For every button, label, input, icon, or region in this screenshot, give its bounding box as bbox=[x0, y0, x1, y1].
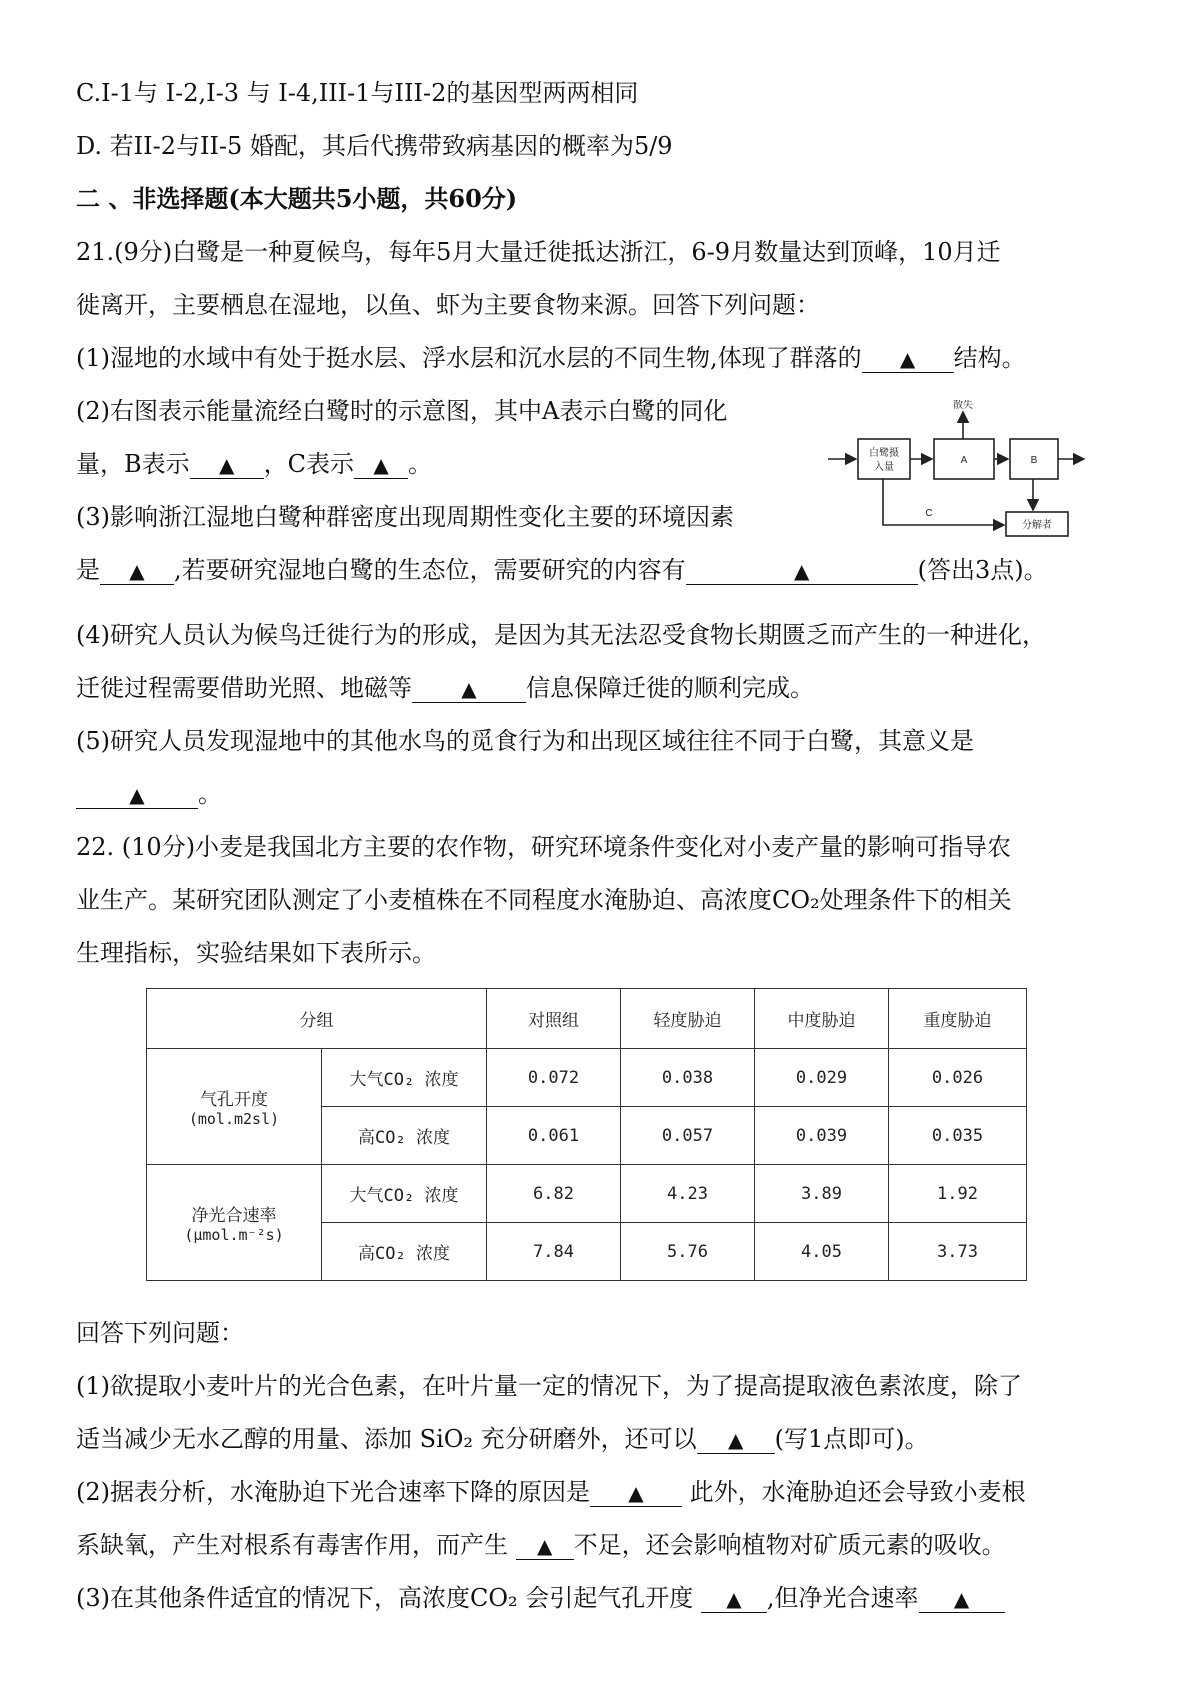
q22-p3-text-a: (3)在其他条件适宜的情况下，高浓度CO₂ 会引起气孔开度 bbox=[76, 1584, 701, 1612]
table-row bbox=[147, 1165, 1027, 1223]
energy-flow-diagram bbox=[826, 400, 1106, 550]
blank-triangle-icon: ▲ bbox=[373, 453, 389, 477]
answer-blank[interactable] bbox=[919, 1585, 1005, 1613]
metric-name: 净光合速率 bbox=[191, 1206, 277, 1226]
q21-p4-text-b: 信息保障迁徙的顺利完成。 bbox=[526, 674, 814, 702]
table-row bbox=[147, 1049, 1027, 1107]
header-col: 对照组 bbox=[487, 989, 621, 1049]
value-cell: 4.05 bbox=[755, 1223, 889, 1281]
q21-part1 bbox=[76, 341, 1026, 375]
option-c: C.I-1与 I-2,I-3 与 I-4,III-1与III-2的基因型两两相同 bbox=[76, 79, 639, 107]
b-label: B bbox=[1030, 455, 1038, 466]
answer-blank[interactable] bbox=[686, 557, 918, 585]
value-cell: 4.23 bbox=[621, 1165, 755, 1223]
section-title: 二 、非选择题(本大题共5小题，共60分) bbox=[76, 184, 518, 213]
value-cell: 0.029 bbox=[755, 1049, 889, 1107]
q21-part5-line1: (5)研究人员发现湿地中的其他水鸟的觅食行为和出现区域往往不同于白鹭，其意义是 bbox=[76, 727, 974, 755]
blank-triangle-icon: ▲ bbox=[129, 783, 145, 807]
answer-blank[interactable] bbox=[590, 1479, 682, 1507]
blank-triangle-icon: ▲ bbox=[628, 1481, 644, 1505]
answer-blank[interactable] bbox=[697, 1426, 775, 1454]
q22-intro-line3: 生理指标，实验结果如下表所示。 bbox=[76, 939, 436, 967]
answer-blank[interactable] bbox=[190, 451, 264, 479]
q21-part5-line2 bbox=[76, 777, 222, 811]
value-cell: 0.061 bbox=[487, 1107, 621, 1165]
blank-triangle-icon: ▲ bbox=[953, 1587, 970, 1611]
intake-label-1: 白鹭摄 bbox=[869, 448, 899, 459]
q21-p3-text-c: (答出3点)。 bbox=[917, 556, 1048, 584]
q22-part1-line2 bbox=[76, 1422, 929, 1456]
q21-p2-text-c: 。 bbox=[408, 450, 433, 478]
intake-box bbox=[858, 439, 910, 479]
q21-intro-line2: 徙离开，主要栖息在湿地，以鱼、虾为主要食物来源。回答下列问题： bbox=[76, 291, 820, 319]
value-cell: 0.026 bbox=[889, 1049, 1027, 1107]
header-group: 分组 bbox=[147, 989, 487, 1049]
blank-triangle-icon: ▲ bbox=[793, 559, 810, 583]
results-table bbox=[146, 988, 1027, 1281]
q21-p5-tail: 。 bbox=[198, 780, 222, 808]
metric-photosynthesis bbox=[147, 1165, 322, 1281]
q22-p3-text-b: ,但净光合速率 bbox=[766, 1584, 919, 1612]
q22-p2-text-d: 不足，还会影响植物对矿质元素的吸收。 bbox=[573, 1531, 1006, 1559]
condition-cell: 大气CO₂ 浓度 bbox=[322, 1165, 487, 1223]
q22-p1-text-a: 适当减少无水乙醇的用量、添加 SiO₂ 充分研磨外，还可以 bbox=[76, 1425, 697, 1453]
condition-cell: 高CO₂ 浓度 bbox=[322, 1223, 487, 1281]
q21-part2-line2 bbox=[76, 447, 432, 481]
decomposer-label: 分解者 bbox=[1022, 520, 1052, 531]
answer-blank[interactable] bbox=[412, 675, 526, 703]
q21-part3-line2 bbox=[76, 553, 1048, 587]
metric-unit: (μmol.m⁻²s) bbox=[184, 1226, 284, 1244]
answer-blank[interactable] bbox=[862, 345, 954, 373]
metric-name: 气孔开度 bbox=[200, 1090, 268, 1110]
header-col: 重度胁迫 bbox=[889, 989, 1027, 1049]
q21-part4-line2 bbox=[76, 671, 814, 705]
blank-triangle-icon: ▲ bbox=[129, 559, 145, 583]
blank-triangle-icon: ▲ bbox=[536, 1534, 553, 1558]
q21-p2-text-a: 量，B表示 bbox=[76, 450, 190, 478]
value-cell: 0.057 bbox=[621, 1107, 755, 1165]
header-col: 中度胁迫 bbox=[755, 989, 889, 1049]
value-cell: 7.84 bbox=[487, 1223, 621, 1281]
value-cell: 0.072 bbox=[487, 1049, 621, 1107]
q22-part3-line1 bbox=[76, 1581, 1005, 1615]
option-d: D. 若II-2与II-5 婚配，其后代携带致病基因的概率为5/9 bbox=[76, 132, 673, 160]
q21-part2-line1: (2)右图表示能量流经白鹭时的示意图，其中A表示白鹭的同化 bbox=[76, 397, 728, 425]
answer-blank[interactable] bbox=[76, 781, 198, 809]
blank-triangle-icon: ▲ bbox=[218, 453, 235, 477]
answer-blank[interactable] bbox=[354, 451, 408, 479]
value-cell: 0.038 bbox=[621, 1049, 755, 1107]
q22-intro-line2: 业生产。某研究团队测定了小麦植株在不同程度水淹胁迫、高浓度CO₂处理条件下的相关 bbox=[76, 886, 1012, 914]
q21-intro-line1: 21.(9分)白鹭是一种夏候鸟，每年5月大量迁徙抵达浙江，6-9月数量达到顶峰，10月迁 bbox=[76, 238, 1001, 266]
q22-p2-text-a: (2)据表分析，水淹胁迫下光合速率下降的原因是 bbox=[76, 1478, 590, 1506]
value-cell: 6.82 bbox=[487, 1165, 621, 1223]
q21-p1-tail: 结构。 bbox=[953, 344, 1026, 372]
q22-p1-text-b: (写1点即可)。 bbox=[774, 1425, 929, 1453]
a-label: A bbox=[960, 455, 968, 466]
q22-part2-line1 bbox=[76, 1475, 1026, 1509]
q21-p4-text-a: 迁徙过程需要借助光照、地磁等 bbox=[76, 674, 412, 702]
blank-triangle-icon: ▲ bbox=[726, 1587, 742, 1611]
condition-cell: 大气CO₂ 浓度 bbox=[322, 1049, 487, 1107]
loss-label: 散失 bbox=[953, 400, 973, 411]
value-cell: 3.73 bbox=[889, 1223, 1027, 1281]
q21-part3-line1: (3)影响浙江湿地白鹭种群密度出现周期性变化主要的环境因素 bbox=[76, 503, 734, 531]
q21-part4-line1: (4)研究人员认为候鸟迁徙行为的形成，是因为其无法忍受食物长期匮乏而产生的一种进化， bbox=[76, 621, 1046, 649]
blank-triangle-icon: ▲ bbox=[461, 677, 477, 701]
q21-p1-text: (1)湿地的水域中有处于挺水层、浮水层和沉水层的不同生物,体现了群落的 bbox=[76, 344, 862, 372]
blank-triangle-icon: ▲ bbox=[727, 1428, 744, 1452]
c-label: C bbox=[925, 508, 933, 519]
condition-cell: 高CO₂ 浓度 bbox=[322, 1107, 487, 1165]
metric-unit: (mol.m2sl) bbox=[188, 1110, 280, 1128]
value-cell: 0.035 bbox=[889, 1107, 1027, 1165]
value-cell: 3.89 bbox=[755, 1165, 889, 1223]
q21-p2-text-b: ，C表示 bbox=[263, 450, 355, 478]
metric-stomatal bbox=[147, 1049, 322, 1165]
q22-prompt: 回答下列问题： bbox=[76, 1319, 244, 1347]
q21-p3-text-a: 是 bbox=[76, 556, 100, 584]
q22-part2-line2 bbox=[76, 1528, 1006, 1562]
answer-blank[interactable] bbox=[701, 1585, 767, 1613]
q22-intro-line1: 22. (10分)小麦是我国北方主要的农作物，研究环境条件变化对小麦产量的影响可指导农 bbox=[76, 833, 1012, 861]
table-header-row bbox=[147, 989, 1027, 1049]
q22-p2-text-b: 此外，水淹胁迫还会导致小麦根 bbox=[682, 1478, 1026, 1506]
answer-blank[interactable] bbox=[516, 1532, 574, 1560]
value-cell: 1.92 bbox=[889, 1165, 1027, 1223]
answer-blank[interactable] bbox=[100, 557, 174, 585]
header-col: 轻度胁迫 bbox=[621, 989, 755, 1049]
q22-p2-text-c: 系缺氧，产生对根系有毒害作用，而产生 bbox=[76, 1531, 516, 1559]
intake-label-2: 入量 bbox=[874, 462, 894, 473]
value-cell: 5.76 bbox=[621, 1223, 755, 1281]
q21-p3-text-b: ,若要研究湿地白鹭的生态位，需要研究的内容有 bbox=[174, 556, 686, 584]
blank-triangle-icon: ▲ bbox=[899, 347, 916, 371]
value-cell: 0.039 bbox=[755, 1107, 889, 1165]
q22-part1-line1: (1)欲提取小麦叶片的光合色素，在叶片量一定的情况下，为了提高提取液色素浓度，除了 bbox=[76, 1372, 1022, 1400]
